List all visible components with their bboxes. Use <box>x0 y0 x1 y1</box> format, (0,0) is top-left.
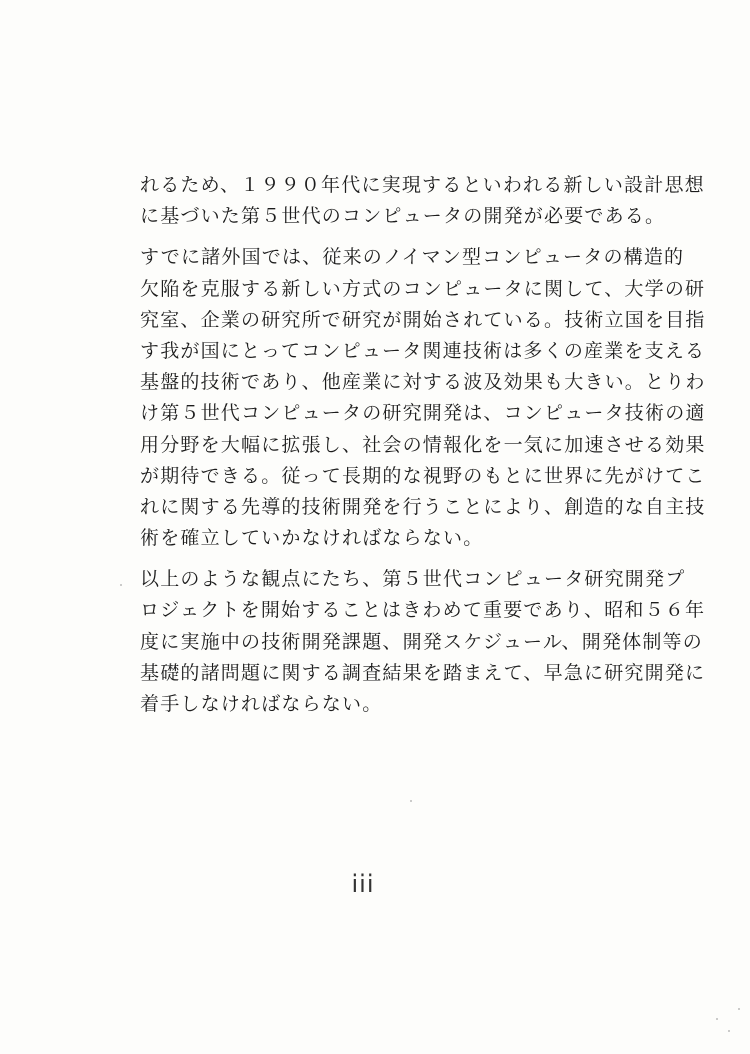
text-line: 基盤的技術であり、他産業に対する波及効果も大きい。とりわ <box>140 371 706 394</box>
scan-speck <box>738 1008 740 1010</box>
paragraph-3 <box>140 564 706 720</box>
body-text <box>140 170 706 720</box>
scan-speck <box>728 1030 730 1032</box>
scan-speck <box>716 1018 718 1020</box>
text-line: ロジェクトを開始することはきわめて重要であり、昭和５６年 <box>140 599 706 622</box>
text-line: すでに諸外国では、従来のノイマン型コンピュータの構造的 <box>140 246 685 269</box>
text-line: 基礎的諸問題に関する調査結果を踏まえて、早急に研究開発に <box>140 661 706 684</box>
text-line: す我が国にとってコンピュータ関連技術は多くの産業を支える <box>140 339 706 362</box>
paragraph-2 <box>140 242 706 554</box>
page-number: iii <box>351 870 375 898</box>
text-line: れるため、１９９０年代に実現するといわれる新しい設計思想 <box>140 174 705 196</box>
text-line: 度に実施中の技術開発課題、開発スケジュール、開発体制等の <box>140 630 703 653</box>
text-line: が期待できる。従って長期的な視野のもとに世界に先がけてこ <box>140 464 706 487</box>
text-line: 以上のような観点にたち、第５世代コンピュータ研究開発プ <box>140 568 686 591</box>
text-line: れに関する先導的技術開発を行うことにより、創造的な自主技 <box>140 495 706 518</box>
text-line: 術を確立していかなければならない。 <box>140 527 484 550</box>
text-line: 究室、企業の研究所で研究が開始されている。技術立国を目指 <box>140 308 706 331</box>
text-line: け第５世代コンピュータの研究開発は、コンピュータ技術の適 <box>140 402 706 425</box>
text-line: 用分野を大幅に拡張し、社会の情報化を一気に加速させる効果 <box>140 433 706 456</box>
text-line: 欠陥を克服する新しい方式のコンピュータに関して、大学の研 <box>140 277 706 300</box>
scan-speck <box>120 584 122 586</box>
text-line: に基づいた第５世代のコンピュータの開発が必要である。 <box>140 205 666 228</box>
paragraph-1 <box>140 170 705 232</box>
text-line: 着手しなければならない。 <box>140 693 383 715</box>
scan-speck <box>410 800 412 802</box>
